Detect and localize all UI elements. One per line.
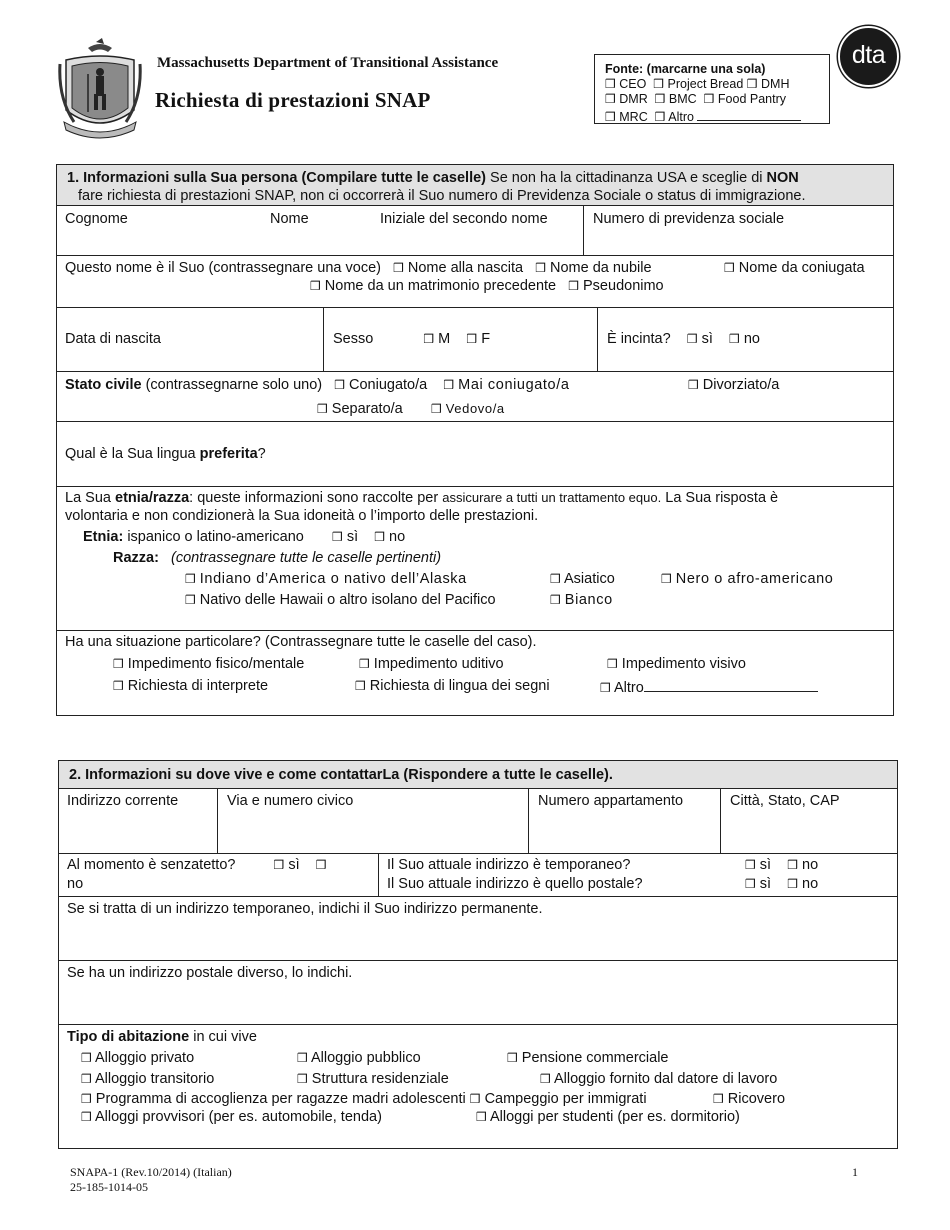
checkbox-icon[interactable]: ❒: [535, 261, 546, 275]
language-row: [57, 422, 893, 487]
checkbox-icon[interactable]: ❒: [334, 378, 345, 392]
ssn-field[interactable]: Numero di previdenza sociale: [593, 211, 785, 227]
checkbox-icon[interactable]: ❒: [315, 858, 327, 872]
checkbox-icon[interactable]: ❒: [568, 279, 579, 293]
address-row: [59, 789, 897, 854]
footer-form-id: SNAPA-1 (Rev.10/2014) (Italian) 25-185-1014-05: [70, 1165, 232, 1194]
checkbox-icon[interactable]: ❒: [654, 110, 666, 124]
section-2: [58, 760, 898, 1149]
name-type-row: Questo nome è il Suo (contrassegnare una voce) ❒ Nome alla nascita ❒ Nome da nubile ❒ Nome da coniugata ❒ Nome da un matrimonio precedente ❒ Pseudonimo: [57, 256, 893, 308]
checkbox-icon[interactable]: ❒: [729, 332, 740, 346]
checkbox-icon[interactable]: ❒: [317, 402, 328, 416]
checkbox-icon[interactable]: ❒: [600, 681, 611, 695]
pregnant-label: È incinta?: [607, 331, 671, 347]
source-option: DMR: [619, 92, 648, 106]
dob-field[interactable]: Data di nascita: [65, 331, 161, 347]
name-row: [57, 206, 893, 256]
city-state-zip-field[interactable]: Città, Stato, CAP: [730, 793, 840, 809]
checkbox-icon[interactable]: ❒: [724, 261, 735, 275]
source-option: CEO: [619, 77, 647, 91]
checkbox-icon[interactable]: ❒: [273, 858, 285, 872]
checkbox-icon[interactable]: ❒: [297, 1051, 308, 1065]
other-mailing-address-field[interactable]: Se ha un indirizzo postale diverso, lo indichi.: [67, 965, 353, 981]
temporary-address-label: Il Suo attuale indirizzo è temporaneo?: [387, 857, 631, 873]
massachusetts-seal-icon: [58, 38, 142, 144]
checkbox-icon[interactable]: ❒: [787, 858, 798, 872]
checkbox-icon[interactable]: ❒: [703, 92, 715, 106]
source-title: Fonte: (marcarne una sola): [605, 62, 766, 76]
checkbox-icon[interactable]: ❒: [332, 530, 343, 544]
checkbox-icon[interactable]: ❒: [605, 92, 616, 106]
checkbox-icon[interactable]: ❒: [607, 657, 618, 671]
mailing-address-row: [59, 961, 897, 1025]
checkbox-icon[interactable]: ❒: [443, 378, 455, 392]
special-needs-row: Ha una situazione particolare? (Contrassegnare tutte le caselle del caso). ❒ Impedimento fisico/mentale ❒ Impedimento uditivo ❒ Impedimento visivo ❒ Richiesta di interprete ❒ Richiesta di lingua dei segni ❒ Altro: [57, 631, 893, 715]
checkbox-icon[interactable]: ❒: [686, 332, 698, 346]
checkbox-icon[interactable]: ❒: [469, 1092, 481, 1106]
checkbox-icon[interactable]: ❒: [466, 332, 478, 346]
checkbox-icon[interactable]: ❒: [540, 1072, 551, 1086]
section-2-header: 2. Informazioni su dove vive e come contattarLa (Rispondere a tutte le caselle).: [59, 761, 897, 789]
checkbox-icon[interactable]: ❒: [745, 858, 756, 872]
apartment-field[interactable]: Numero appartamento: [538, 793, 684, 809]
checkbox-icon[interactable]: ❒: [81, 1092, 92, 1106]
housing-type-row: Tipo di abitazione in cui vive ❒ Alloggio privato ❒ Alloggio pubblico ❒ Pensione commerciale ❒ Alloggio transitorio ❒ Struttura residenziale ❒ Alloggio fornito dal datore di lavoro ❒ Programma di accoglienza per ragazze madri adolescenti ❒ Campeggio per immigrati ❒ Ricovero ❒ Alloggi provvisori (per es. automobile, tenda) ❒ Alloggi per studenti (per es. dormitorio): [67, 1029, 786, 1125]
checkbox-icon[interactable]: ❒: [507, 1051, 518, 1065]
dob-row: Data di nascita Sesso ❒ M ❒ F È incinta? ❒ sì ❒ no: [57, 308, 893, 372]
source-option: Altro: [668, 110, 694, 124]
preferred-language-field[interactable]: Qual è la Sua lingua preferita?: [65, 446, 266, 462]
checkbox-icon[interactable]: ❒: [787, 877, 798, 891]
checkbox-icon[interactable]: ❒: [81, 1051, 92, 1065]
special-needs-label: Ha una situazione particolare? (Contrassegnare tutte le caselle del caso).: [65, 634, 537, 650]
source-other-field[interactable]: [697, 107, 801, 121]
checkbox-icon[interactable]: ❒: [359, 657, 370, 671]
checkbox-icon[interactable]: ❒: [113, 657, 124, 671]
checkbox-icon[interactable]: ❒: [374, 530, 385, 544]
checkbox-icon[interactable]: ❒: [605, 77, 616, 91]
checkbox-icon[interactable]: ❒: [185, 572, 196, 586]
checkbox-icon[interactable]: ❒: [393, 261, 404, 275]
checkbox-icon[interactable]: ❒: [661, 572, 672, 586]
form-title: Richiesta di prestazioni SNAP: [155, 88, 431, 112]
checkbox-icon[interactable]: ❒: [550, 572, 561, 586]
checkbox-icon[interactable]: ❒: [746, 77, 758, 91]
checkbox-icon[interactable]: ❒: [430, 402, 442, 416]
checkbox-icon[interactable]: ❒: [423, 332, 435, 346]
page-number: 1: [852, 1165, 858, 1179]
checkbox-icon[interactable]: ❒: [653, 77, 665, 91]
mailing-address-label: Il Suo attuale indirizzo è quello postale?: [387, 876, 643, 892]
marital-row: Stato civile (contrassegnarne solo uno) ❒ Coniugato/a ❒ Mai coniugato/a ❒ Divorziato/a ❒ Separato/a ❒ Vedovo/a: [57, 372, 893, 422]
ethnicity-row: La Sua etnia/razza: queste informazioni sono raccolte per assicurare a tutti un trattamento equo. La Sua risposta è volontaria e non condizionerà la Sua idoneità o l’importo delle prestazioni. Etnia: ispanico o latino-americano ❒ sì ❒ no Razza: (contrassegnare tutte le caselle pertinenti) ❒ Indiano d’America o nativo dell’Alaska ❒ Asiatico ❒ Nero o afro-americano ❒ Nativo delle Hawaii o altro isolano del Pacifico ❒ Bianco: [57, 487, 893, 631]
source-option: Food Pantry: [717, 92, 786, 106]
checkbox-icon[interactable]: ❒: [113, 679, 124, 693]
checkbox-icon[interactable]: ❒: [185, 593, 196, 607]
dta-logo: dta: [838, 26, 899, 87]
middle-initial-field[interactable]: Iniziale del secondo nome: [380, 211, 548, 227]
checkbox-icon[interactable]: ❒: [745, 877, 756, 891]
checkbox-icon[interactable]: ❒: [81, 1072, 92, 1086]
section-1-header: 1. Informazioni sulla Sua persona (Compilare tutte le caselle) Se non ha la cittadinanza USA e sceglie di NON fare richiesta di prestazioni SNAP, non ci occorrerà il Suo numero di Previdenza Sociale o status di immigrazione.: [57, 165, 893, 206]
street-field[interactable]: Via e numero civico: [227, 793, 354, 809]
checkbox-icon[interactable]: ❒: [605, 110, 616, 124]
checkbox-icon[interactable]: ❒: [688, 378, 699, 392]
checkbox-icon[interactable]: ❒: [476, 1110, 487, 1124]
sex-label: Sesso: [333, 331, 374, 347]
source-option: Project Bread: [667, 77, 744, 91]
name-type-label: Questo nome è il Suo (contrassegnare una voce): [65, 260, 381, 276]
permanent-address-field[interactable]: Se si tratta di un indirizzo temporaneo, indichi il Suo indirizzo permanente.: [67, 901, 543, 917]
checkbox-icon[interactable]: ❒: [550, 593, 561, 607]
other-need-field[interactable]: [644, 678, 818, 692]
source-option: BMC: [668, 92, 697, 106]
checkbox-icon[interactable]: ❒: [654, 92, 666, 106]
current-address-label: Indirizzo corrente: [67, 793, 179, 809]
homeless-row: Al momento è senzatetto? ❒ sì ❒ no Il Suo attuale indirizzo è temporaneo? Il Suo attuale indirizzo è quello postale? ❒ sì ❒ no ❒ sì ❒ no: [59, 854, 897, 897]
permanent-address-row: [59, 897, 897, 961]
checkbox-icon[interactable]: ❒: [713, 1092, 724, 1106]
checkbox-icon[interactable]: ❒: [81, 1110, 92, 1124]
checkbox-icon[interactable]: ❒: [310, 279, 321, 293]
checkbox-icon[interactable]: ❒: [297, 1072, 308, 1086]
first-name-field[interactable]: Nome: [270, 211, 309, 227]
checkbox-icon[interactable]: ❒: [355, 679, 366, 693]
source-option: DMH: [761, 77, 790, 91]
agency-name: Massachusetts Department of Transitional Assistance: [157, 55, 499, 71]
homeless-label: Al momento è senzatetto?: [67, 857, 236, 873]
source-option: MRC: [619, 110, 648, 124]
surname-field[interactable]: Cognome: [65, 211, 128, 227]
section-1: [56, 164, 894, 716]
source-box: [594, 54, 830, 124]
